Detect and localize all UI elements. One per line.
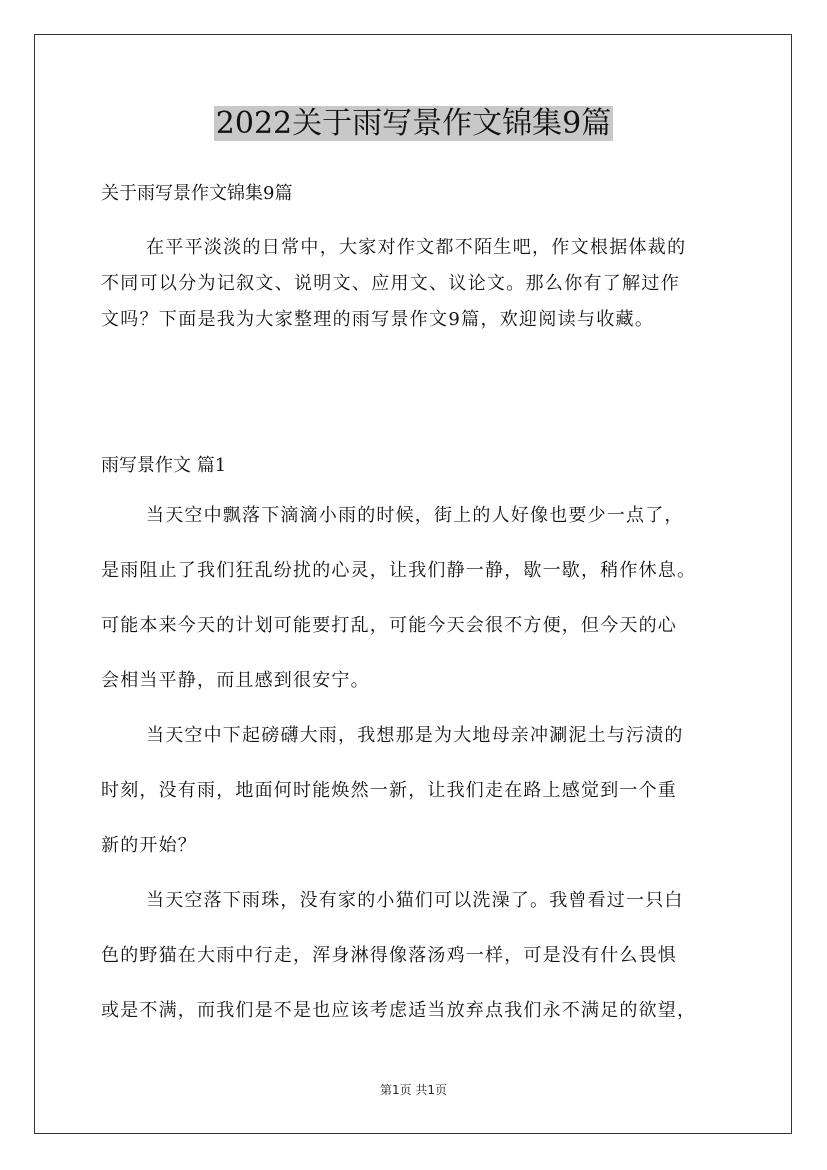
body-line: 是雨阻止了我们狂乱纷扰的心灵，让我们静一静，歇一歇，稍作休息。 xyxy=(101,560,697,581)
body-line: 时刻，没有雨，地面何时能焕然一新，让我们走在路上感觉到一个重 xyxy=(101,780,677,801)
document-subtitle: 关于雨写景作文锦集9篇 xyxy=(101,183,293,204)
page-footer: 第1页 共1页 xyxy=(379,1083,448,1097)
essay-body xyxy=(101,500,751,1050)
body-line: 当天空落下雨珠，没有家的小猫们可以洗澡了。我曾看过一只白 xyxy=(146,890,684,911)
body-line: 当天空中飘落下滴滴小雨的时候，街上的人好像也要少一点了， xyxy=(146,505,684,526)
body-line: 会相当平静，而且感到很安宁。 xyxy=(101,670,370,691)
body-line: 色的野猫在大雨中行走，浑身淋得像落汤鸡一样，可是没有什么畏惧 xyxy=(101,945,677,966)
intro-line: 不同可以分为记叙文、说明文、应用文、议论文。那么你有了解过作 xyxy=(101,273,680,294)
intro-line: 在平平淡淡的日常中，大家对作文都不陌生吧，作文根据体裁的 xyxy=(146,237,687,258)
body-line: 或是不满，而我们是不是也应该考虑适当放弃点我们永不满足的欲望， xyxy=(101,1000,697,1021)
section-heading: 雨写景作文 篇1 xyxy=(101,455,227,476)
body-line: 当天空中下起磅礴大雨，我想那是为大地母亲冲涮泥土与污渍的 xyxy=(146,725,684,746)
intro-line: 文吗？下面是我为大家整理的雨写景作文9篇，欢迎阅读与收藏。 xyxy=(101,309,655,330)
body-line: 可能本来今天的计划可能要打乱，可能今天会很不方便，但今天的心 xyxy=(101,615,677,636)
document-title-text: 2022关于雨写景作文锦集9篇 xyxy=(215,106,612,141)
body-line: 新的开始？ xyxy=(101,835,197,856)
document-title xyxy=(0,103,827,145)
intro-paragraph xyxy=(101,230,741,338)
